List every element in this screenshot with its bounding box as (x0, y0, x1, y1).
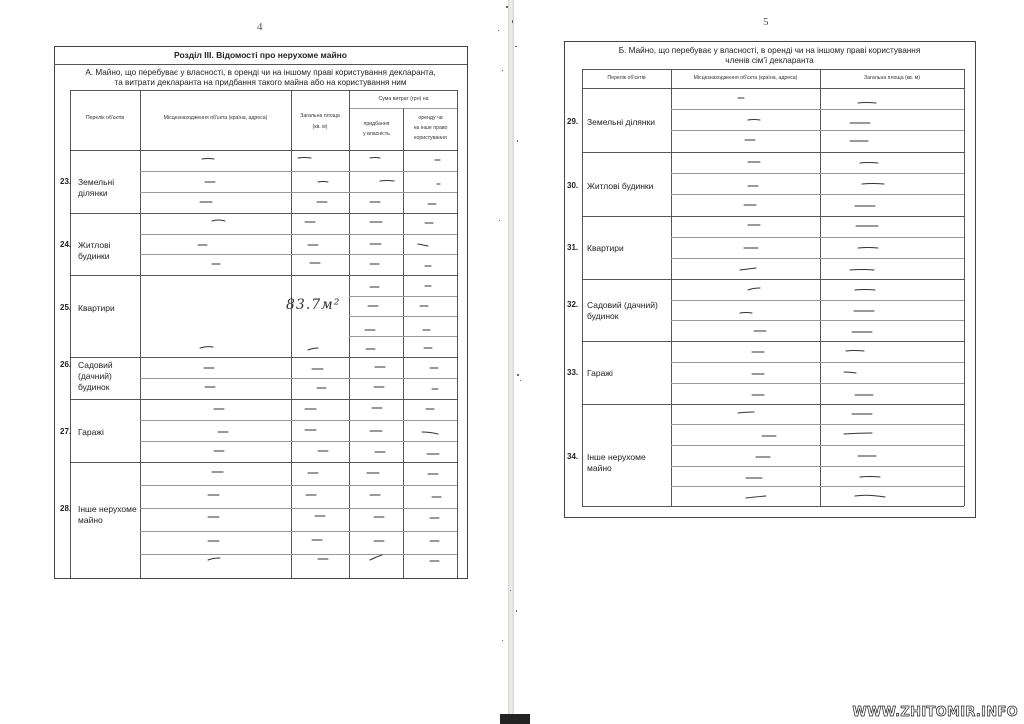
row-number: 33. (567, 368, 579, 377)
section-b-subtitle-line1: Б. Майно, що перебуває у власності, в оренді чи на іншому праві користування (618, 46, 921, 55)
page-number-right: 5 (763, 16, 769, 28)
col-header-objects: Перелік об'єктів (85, 115, 125, 121)
row-label-garages: Гаражі (78, 427, 104, 437)
section-title: Розділ III. Відомості про нерухоме майно (173, 50, 347, 60)
handwritten-area-value: 83.7м² (286, 297, 341, 313)
col-header-purchase-line2: у власність (363, 131, 390, 137)
row-label-houses: Житлові будинки (78, 240, 111, 261)
section-a-subtitle-line2: та витрати декларанта на придбання такого майна або на користування ним (114, 78, 407, 87)
row-number: 34. (567, 452, 579, 461)
row-number: 25. (60, 303, 72, 312)
row-label-apartments: Квартири (78, 303, 115, 313)
row-label-other-property: Інше нерухоме майно (587, 452, 646, 473)
row-number: 27. (60, 427, 72, 436)
col-header-location: Місцезнаходження об'єкта (країна, адреса) (163, 115, 268, 121)
row-number: 30. (567, 181, 579, 190)
row-label-apartments: Квартири (587, 243, 624, 253)
section-b-subtitle-line2: членів сім'ї декларанта (725, 56, 814, 65)
row-label-houses: Житлові будинки (587, 181, 654, 191)
row-label-summer-house: Садовий (дачний) будинок (78, 360, 113, 392)
scan-specks (490, 0, 530, 724)
row-label-garages: Гаражі (587, 368, 613, 378)
row-number: 24. (60, 240, 72, 249)
row-number: 23. (60, 177, 72, 186)
col-header-rent-line1: оренду чи (418, 115, 443, 121)
col-header-expenses: Сума витрат (грн) на (378, 96, 429, 102)
col-header-area-line1: Загальна площа (300, 113, 340, 119)
row-label-land: Земельні ділянки (78, 177, 115, 198)
col-header-rent-line3: користування (414, 135, 447, 141)
page-number-left: 4 (257, 21, 263, 33)
row-number: 31. (567, 243, 579, 252)
col-header-rent-line2: на інше право (413, 125, 448, 131)
col-header-purchase-line1: придбання (363, 121, 390, 127)
section-a-subtitle-line1: А. Майно, що перебуває у власності, в оренді чи на іншому праві користування декларанта, (85, 68, 436, 77)
col-header-area-line2: (кв. м) (312, 124, 328, 130)
col-header-location: Місцезнаходження об'єкта (країна, адреса) (693, 75, 798, 81)
row-label-other-property: Інше нерухоме майно (78, 504, 137, 525)
col-header-objects: Перелік об'єктів (607, 75, 646, 81)
row-label-land: Земельні ділянки (587, 117, 656, 127)
row-number: 28. (60, 504, 72, 513)
row-number: 26. (60, 360, 72, 369)
site-watermark: WWW.ZHITOMIR.INFO (852, 705, 1018, 720)
row-number: 29. (567, 117, 579, 126)
row-number: 32. (567, 300, 579, 309)
row-label-summer-house: Садовий (дачний) будинок (587, 300, 658, 321)
col-header-area: Загальна площа (кв. м) (864, 75, 920, 81)
